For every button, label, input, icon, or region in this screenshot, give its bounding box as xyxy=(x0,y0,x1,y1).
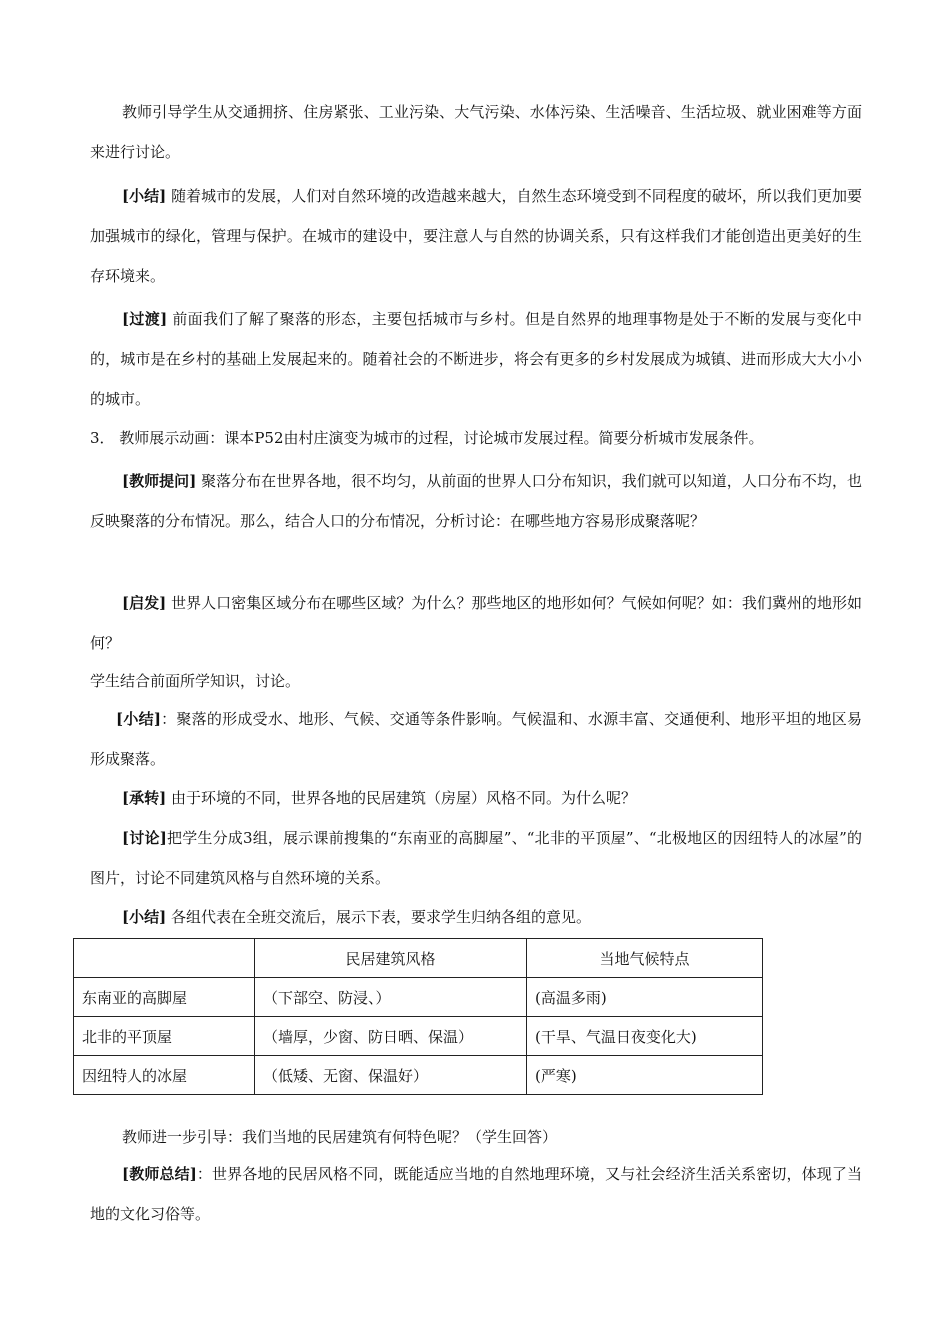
table-header-cell: 民居建筑风格 xyxy=(255,939,527,978)
inspiration-label: [启发] xyxy=(122,594,167,612)
table-cell: 北非的平顶屋 xyxy=(74,1017,255,1056)
discussion-label: [讨论] xyxy=(122,829,167,847)
paragraph-student-discussion xyxy=(90,671,300,691)
table-cell: （低矮、无窗、保温好） xyxy=(255,1056,527,1095)
paragraph-text: 随着城市的发展，人们对自然环境的改造越来越大，自然生态环境受到不同程度的破坏，所以我们更加要加强城市的绿化，管理与保护。在城市的建设中，要注意人与自然的协调关系，只有这样我们才能创造出更美好的生存环境来。 xyxy=(90,187,862,285)
table-header-cell xyxy=(74,939,255,978)
paragraph-text: ：世界各地的民居风格不同，既能适应当地的自然地理环境，又与社会经济生活关系密切，体现了当地的文化习俗等。 xyxy=(90,1165,862,1223)
transition-label: [承转] xyxy=(122,789,167,807)
dwelling-style-table xyxy=(73,938,763,1095)
paragraph-discussion xyxy=(90,818,862,898)
table-header-row xyxy=(74,939,763,978)
paragraph-text: 各组代表在全班交流后，展示下表，要求学生归纳各组的意见。 xyxy=(170,908,591,926)
paragraph-text: 世界人口密集区域分布在哪些区域？为什么？那些地区的地形如何？气候如何呢？如：我们冀州的地形如何？ xyxy=(90,594,862,652)
summary-label: [小结] xyxy=(116,710,161,728)
paragraph-text: ：聚落的形成受水、地形、气候、交通等条件影响。气候温和、水源丰富、交通便利、地形平坦的地区易形成聚落。 xyxy=(90,710,862,768)
table-cell: 因纽特人的冰屋 xyxy=(74,1056,255,1095)
paragraph-transition xyxy=(90,299,862,419)
question-label: [教师提问] xyxy=(122,472,197,490)
table-cell: (严寒) xyxy=(527,1056,763,1095)
paragraph-text: 3． 教师展示动画：课本P52由村庄演变为城市的过程，讨论城市发展过程。简要分析城市发展条件。 xyxy=(90,429,764,447)
table-cell: (干旱、气温日夜变化大) xyxy=(527,1017,763,1056)
paragraph-summary-urban xyxy=(90,176,862,296)
table-header-cell: 当地气候特点 xyxy=(527,939,763,978)
conclusion-label: [教师总结] xyxy=(122,1165,197,1183)
paragraph-text: 由于环境的不同，世界各地的民居建筑（房屋）风格不同。为什么呢？ xyxy=(170,789,636,807)
table-cell: （下部空、防浸、） xyxy=(255,978,527,1017)
paragraph-animation xyxy=(90,428,764,448)
paragraph-teacher-conclusion xyxy=(90,1154,862,1234)
paragraph-transition-dwelling xyxy=(90,778,862,818)
paragraph-summary-table xyxy=(90,897,862,937)
paragraph-further-guidance xyxy=(122,1127,557,1147)
table-cell: (高温多雨) xyxy=(527,978,763,1017)
paragraph-inspiration xyxy=(90,583,862,663)
table-cell: （墙厚，少窗、防日晒、保温） xyxy=(255,1017,527,1056)
paragraph-text: 教师引导学生从交通拥挤、住房紧张、工业污染、大气污染、水体污染、生活噪音、生活垃圾、就业困难等方面来进行讨论。 xyxy=(90,103,862,161)
paragraph-summary-settlement xyxy=(90,699,862,779)
paragraph-text: 教师进一步引导：我们当地的民居建筑有何特色呢？（学生回答） xyxy=(122,1128,558,1146)
paragraph-text: 前面我们了解了聚落的形态，主要包括城市与乡村。但是自然界的地理事物是处于不断的发展与变化中的，城市是在乡村的基础上发展起来的。随着社会的不断进步，将会有更多的乡村发展成为城镇、进而形成大大小小的城市。 xyxy=(90,310,862,408)
paragraph-text: 把学生分成3组，展示课前搜集的“东南亚的高脚屋”、“北非的平顶屋”、“北极地区的因纽特人的冰屋”的图片，讨论不同建筑风格与自然环境的关系。 xyxy=(90,829,862,887)
summary-label: [小结] xyxy=(122,187,167,205)
paragraph-teacher-question xyxy=(90,461,862,541)
paragraph-text: 聚落分布在世界各地，很不均匀，从前面的世界人口分布知识，我们就可以知道，人口分布不均，也反映聚落的分布情况。那么，结合人口的分布情况，分析讨论：在哪些地方容易形成聚落呢？ xyxy=(90,472,862,530)
table-cell: 东南亚的高脚屋 xyxy=(74,978,255,1017)
paragraph-text: 学生结合前面所学知识，讨论。 xyxy=(90,672,301,690)
table-row xyxy=(74,1017,763,1056)
paragraph-discussion-guide xyxy=(90,92,862,172)
table-row xyxy=(74,978,763,1017)
summary-label: [小结] xyxy=(122,908,167,926)
transition-label: [过渡] xyxy=(122,310,168,328)
table-row xyxy=(74,1056,763,1095)
